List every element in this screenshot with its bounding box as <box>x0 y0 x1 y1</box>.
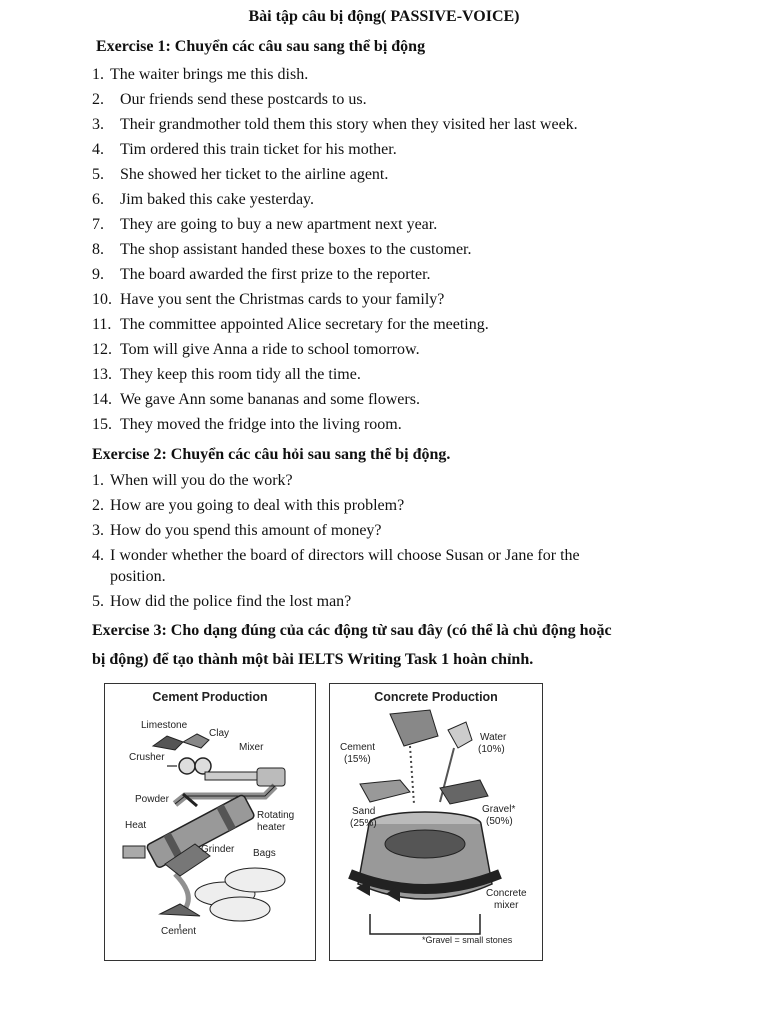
exercise1-item-number: 1. <box>92 66 104 83</box>
cement-percent: (15%) <box>344 754 371 765</box>
exercise2-item-number: 1. <box>92 472 104 489</box>
exercise1-item-number: 4. <box>92 141 104 158</box>
exercise2-item-text: I wonder whether the board of directors will choose Susan or Jane for the <box>110 547 580 564</box>
page-title: Bài tập câu bị động( PASSIVE-VOICE) <box>248 8 520 25</box>
concrete-diagram-title: Concrete Production <box>374 690 498 704</box>
exercise2-item <box>92 547 580 565</box>
exercise1-item-number: 14. <box>92 391 112 408</box>
exercise1-item <box>92 391 420 409</box>
exercise2-item-number: 4. <box>92 547 104 564</box>
exercise1-item <box>92 366 361 384</box>
exercise1-item <box>92 316 489 334</box>
exercise1-item-number: 5. <box>92 166 104 183</box>
heater-label: heater <box>257 822 286 833</box>
exercise1-item-number: 12. <box>92 341 112 358</box>
exercise2-item-text: When will you do the work? <box>110 472 293 489</box>
water-label: Water <box>480 732 507 743</box>
exercise1-item-number: 3. <box>92 116 104 133</box>
exercise3-heading-line2: bị động) để tạo thành một bài IELTS Writing Task 1 hoàn chỉnh. <box>92 651 534 668</box>
exercise2-item-number: 2. <box>92 497 104 514</box>
powder-label: Powder <box>135 794 169 805</box>
exercise2-item <box>92 472 293 490</box>
exercise1-item-text: We gave Ann some bananas and some flowers. <box>120 391 420 408</box>
exercise2-item-text: position. <box>110 568 166 585</box>
exercise2-item-text: How are you going to deal with this problem? <box>110 497 405 514</box>
cement-label: Cement <box>340 742 376 753</box>
cement-label: Cement <box>161 926 197 937</box>
exercise1-item-text: Our friends send these postcards to us. <box>120 91 367 108</box>
concrete-production-diagram <box>329 683 543 961</box>
exercise1-item-number: 13. <box>92 366 112 383</box>
exercise2-heading: Exercise 2: Chuyển các câu hỏi sau sang thể bị động. <box>92 446 451 463</box>
exercise2-item <box>92 593 351 611</box>
exercise1-item <box>92 416 402 434</box>
exercise2-item-text: How do you spend this amount of money? <box>110 522 382 539</box>
exercise1-item <box>92 91 367 109</box>
exercise2-item-text: How did the police find the lost man? <box>110 593 352 610</box>
exercise1-item-number: 6. <box>92 191 104 208</box>
exercise1-item-text: They moved the fridge into the living room. <box>120 416 402 433</box>
exercise1-item-number: 2. <box>92 91 104 108</box>
exercise1-item-text: Jim baked this cake yesterday. <box>120 191 315 208</box>
exercise1-item-number: 10. <box>92 291 112 308</box>
exercise1-item <box>92 116 578 134</box>
exercise1-item-text: Their grandmother told them this story when they visited her last week. <box>120 116 578 133</box>
exercise1-item-number: 15. <box>92 416 112 433</box>
exercise2-item-number: 5. <box>92 593 104 610</box>
mixer-label: Mixer <box>239 742 264 753</box>
exercise1-item-number: 7. <box>92 216 104 233</box>
exercise1-item-number: 8. <box>92 241 104 258</box>
exercise1-item-text: The board awarded the first prize to the reporter. <box>120 266 431 283</box>
exercise1-item-number: 9. <box>92 266 104 283</box>
exercise1-item-text: She showed her ticket to the airline agent. <box>120 166 389 183</box>
sand-label: Sand <box>352 806 376 817</box>
exercise2-item <box>92 522 382 540</box>
gravel-footnote: *Gravel = small stones <box>422 935 513 945</box>
crusher-label: Crusher <box>129 752 165 763</box>
exercise1-item <box>92 216 437 234</box>
heat-label: Heat <box>125 820 147 831</box>
exercise1-item-text: Tom will give Anna a ride to school tomorrow. <box>120 341 420 358</box>
exercise1-item-text: Have you sent the Christmas cards to your family? <box>120 291 445 308</box>
exercise1-item <box>92 191 314 209</box>
exercise2-item <box>92 497 404 515</box>
exercise1-item-text: They are going to buy a new apartment next year. <box>120 216 438 233</box>
exercise2-item-number: 3. <box>92 522 104 539</box>
sand-percent: (25%) <box>350 818 377 829</box>
mixer-label: mixer <box>494 900 519 911</box>
exercise1-item-text: The shop assistant handed these boxes to the customer. <box>120 241 472 258</box>
exercise1-item <box>92 141 397 159</box>
concrete-label: Concrete <box>486 888 527 899</box>
limestone-label: Limestone <box>141 720 188 731</box>
rotating-label: Rotating <box>257 810 295 821</box>
water-percent: (10%) <box>478 744 505 755</box>
grinder-label: Grinder <box>201 844 235 855</box>
exercise1-item <box>92 66 308 84</box>
exercise1-item <box>92 241 471 259</box>
gravel-percent: (50%) <box>486 816 513 827</box>
exercise2-item <box>92 568 166 586</box>
clay-label: Clay <box>209 728 230 739</box>
exercise1-item-text: The committee appointed Alice secretary for the meeting. <box>120 316 489 333</box>
exercise1-item <box>92 341 420 359</box>
exercise1-heading: Exercise 1: Chuyển các câu sau sang thể bị động <box>96 38 426 55</box>
exercise1-item-text: They keep this room tidy all the time. <box>120 366 361 383</box>
exercise3-heading-line1: Exercise 3: Cho dạng đúng của các động từ sau đây (có thể là chủ động hoặc <box>92 622 612 639</box>
exercise1-item <box>92 291 444 309</box>
gravel-label: Gravel* <box>482 804 516 815</box>
exercise1-item-text: The waiter brings me this dish. <box>110 66 309 83</box>
cement-production-diagram <box>104 683 316 961</box>
exercise1-item <box>92 166 388 184</box>
exercise1-item <box>92 266 431 284</box>
exercise1-item-number: 11. <box>92 316 112 333</box>
bags-label: Bags <box>253 848 276 859</box>
exercise1-item-text: Tim ordered this train ticket for his mother. <box>120 141 397 158</box>
cement-diagram-title: Cement Production <box>152 690 268 704</box>
